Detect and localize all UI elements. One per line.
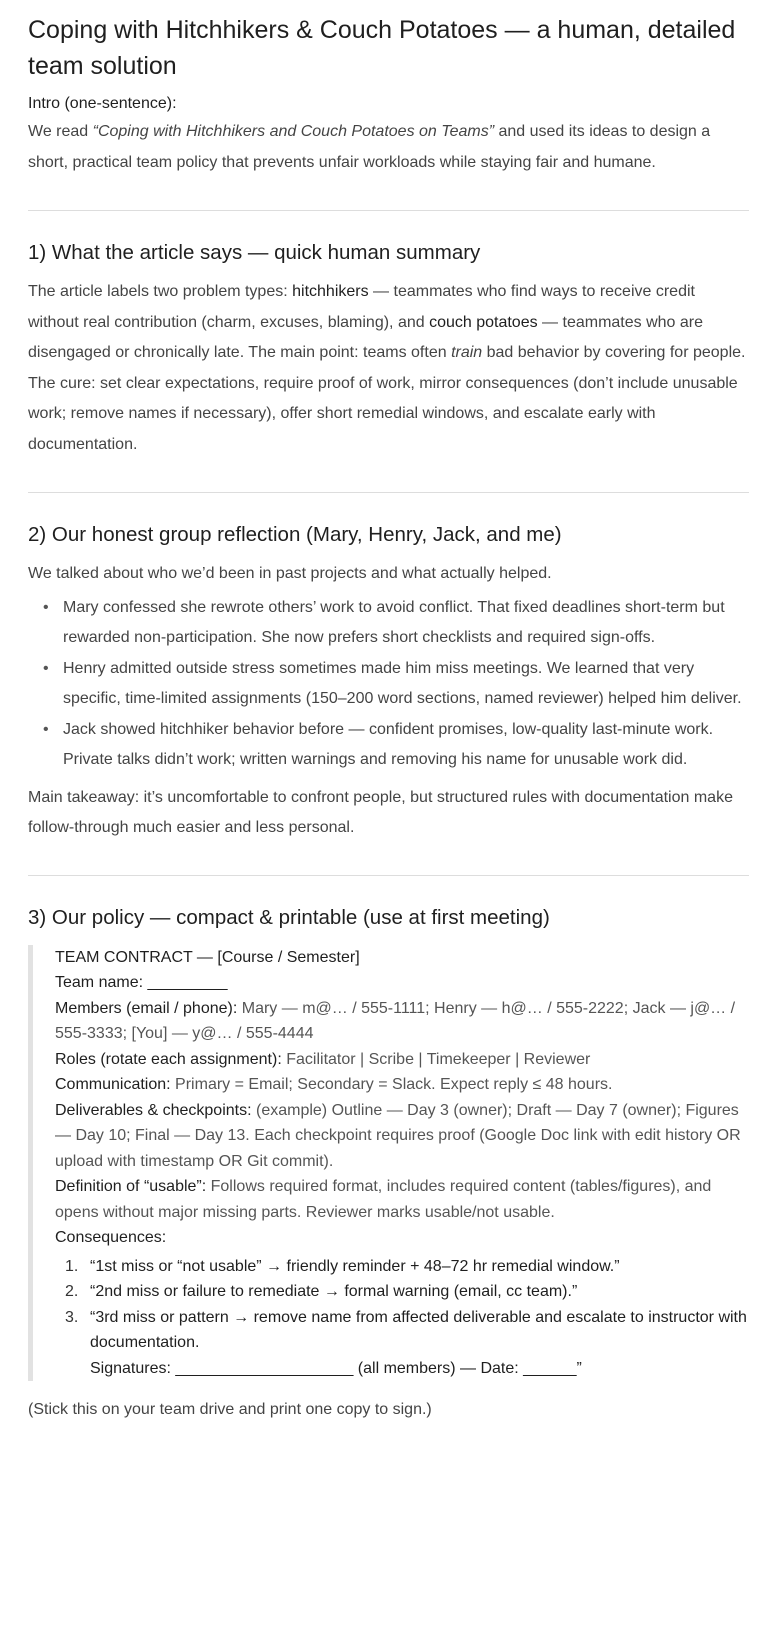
summary-text: — teammates who find ways to receive credit without real contribution (charm, excuses, blaming), and [28, 283, 695, 331]
contract-title-line [55, 945, 749, 971]
usable-line [55, 1174, 749, 1225]
members-line [55, 996, 749, 1047]
team-name-line [55, 970, 749, 996]
list-item-text: Mary confessed she rewrote others’ work to avoid conflict. That fixed deadlines short-term but rewarded non-participation. She now prefers short checklists and required sign-offs. [63, 598, 725, 646]
section-2-lead: We talked about who we’d been in past projects and what actually helped. [28, 565, 552, 582]
item-number: 1. [65, 1257, 79, 1275]
section-1-summary [28, 277, 749, 460]
intro-rest: and used its ideas to design a short, practical team policy that prevents unfair workloads while staying fair and humane. [28, 123, 711, 171]
list-item-text: Jack showed hitchhiker behavior before — confident promises, low-quality last-minute work. Private talks didn’t work; written warnings and removing his name for unusable work did. [63, 720, 714, 768]
consequence-text: “2nd miss or failure to remediate → formal warning (email, cc team).” [90, 1283, 578, 1300]
bullet-icon: • [43, 720, 49, 738]
list-item [43, 593, 749, 654]
section-2-heading: 2) Our honest group reflection (Mary, Henry, Jack, and me) [28, 523, 562, 546]
intro-paragraph [28, 117, 749, 178]
communication-label: Communication: [55, 1076, 171, 1093]
usable-label: Definition of “usable”: [55, 1178, 207, 1195]
members-value: Mary — m@… / 555-1111; Henry — h@… / 555-2222; Jack — j@… / 555-3333; [You] — y@… / 555-4444 [55, 999, 736, 1042]
bullet-icon: • [43, 598, 49, 616]
deliverables-label: Deliverables & checkpoints: [55, 1101, 252, 1119]
intro-lead: We read [28, 123, 93, 140]
roles-label: Roles (rotate each assignment): [55, 1050, 282, 1068]
divider [28, 492, 749, 493]
term-train: train [451, 344, 483, 361]
team-contract [28, 945, 749, 1382]
contract-title: TEAM CONTRACT — [Course / Semester] [55, 948, 360, 966]
members-label: Members (email / phone): [55, 999, 238, 1017]
consequence-item [65, 1279, 749, 1305]
list-item [43, 715, 749, 776]
divider [28, 875, 749, 876]
article-title: “Coping with Hitchhikers and Couch Potatoes on Teams” [92, 123, 495, 140]
consequences-list [55, 1254, 749, 1382]
usable-value: Follows required format, includes required content (tables/figures), and opens without major missing parts. Reviewer marks usable/not usable. [55, 1178, 712, 1221]
footer-note: (Stick this on your team drive and print one copy to sign.) [28, 1401, 432, 1418]
roles-line [55, 1047, 749, 1073]
summary-text: The article labels two problem types: [28, 283, 293, 300]
communication-line [55, 1072, 749, 1098]
consequence-item [65, 1305, 749, 1382]
consequence-item [65, 1254, 749, 1280]
consequences-line [55, 1225, 749, 1251]
signatures-line: Signatures: ____________________ (all members) — Date: ______” [90, 1359, 582, 1377]
consequences-label: Consequences: [55, 1229, 167, 1246]
document [28, 0, 749, 1426]
term-hitchhikers: hitchhikers [292, 283, 369, 300]
page-title: Coping with Hitchhikers & Couch Potatoes — a human, detailed team solution [28, 16, 736, 80]
list-item-text: Henry admitted outside stress sometimes made him miss meetings. We learned that very specific, time-limited assignments (150–200 word sections, named reviewer) helped him deliver. [63, 659, 742, 707]
term-couch-potatoes: couch potatoes [429, 313, 538, 331]
item-number: 3. [65, 1308, 79, 1326]
consequence-text: “1st miss or “not usable” → friendly reminder + 48–72 hr remedial window.” [90, 1257, 620, 1275]
section-1-heading: 1) What the article says — quick human summary [28, 241, 481, 264]
deliverables-value: (example) Outline — Day 3 (owner); Draft — Day 7 (owner); Figures — Day 10; Final — Day 13. Each checkpoint requires proof (Google Doc link with edit history OR upload with timestamp OR Git commit). [55, 1101, 741, 1170]
divider [28, 210, 749, 211]
intro-label: Intro (one-sentence): [28, 95, 177, 112]
roles-value: Facilitator | Scribe | Timekeeper | Reviewer [281, 1050, 591, 1068]
summary-text: — teammates who are disengaged or chronically late. The main point: teams often [28, 313, 704, 361]
list-item [43, 654, 749, 715]
reflection-list [28, 593, 749, 776]
summary-text: bad behavior by covering for people. The cure: set clear expectations, require proof of work, mirror consequences (don’t include unusable work; remove names if necessary), offer short remedial windows, and escalate early with documentation. [28, 344, 746, 453]
communication-value: Primary = Email; Secondary = Slack. Expect reply ≤ 48 hours. [170, 1076, 613, 1093]
section-3-heading: 3) Our policy — compact & printable (use at first meeting) [28, 905, 550, 929]
item-number: 2. [65, 1283, 79, 1300]
deliverables-line [55, 1098, 749, 1175]
section-2-takeaway: Main takeaway: it’s uncomfortable to confront people, but structured rules with documentation make follow-through much easier and less personal. [28, 788, 733, 836]
consequence-text: “3rd miss or pattern → remove name from affected deliverable and escalate to instructor with documentation. [90, 1308, 747, 1351]
team-name-field: Team name: _________ [55, 974, 228, 991]
bullet-icon: • [43, 659, 49, 677]
